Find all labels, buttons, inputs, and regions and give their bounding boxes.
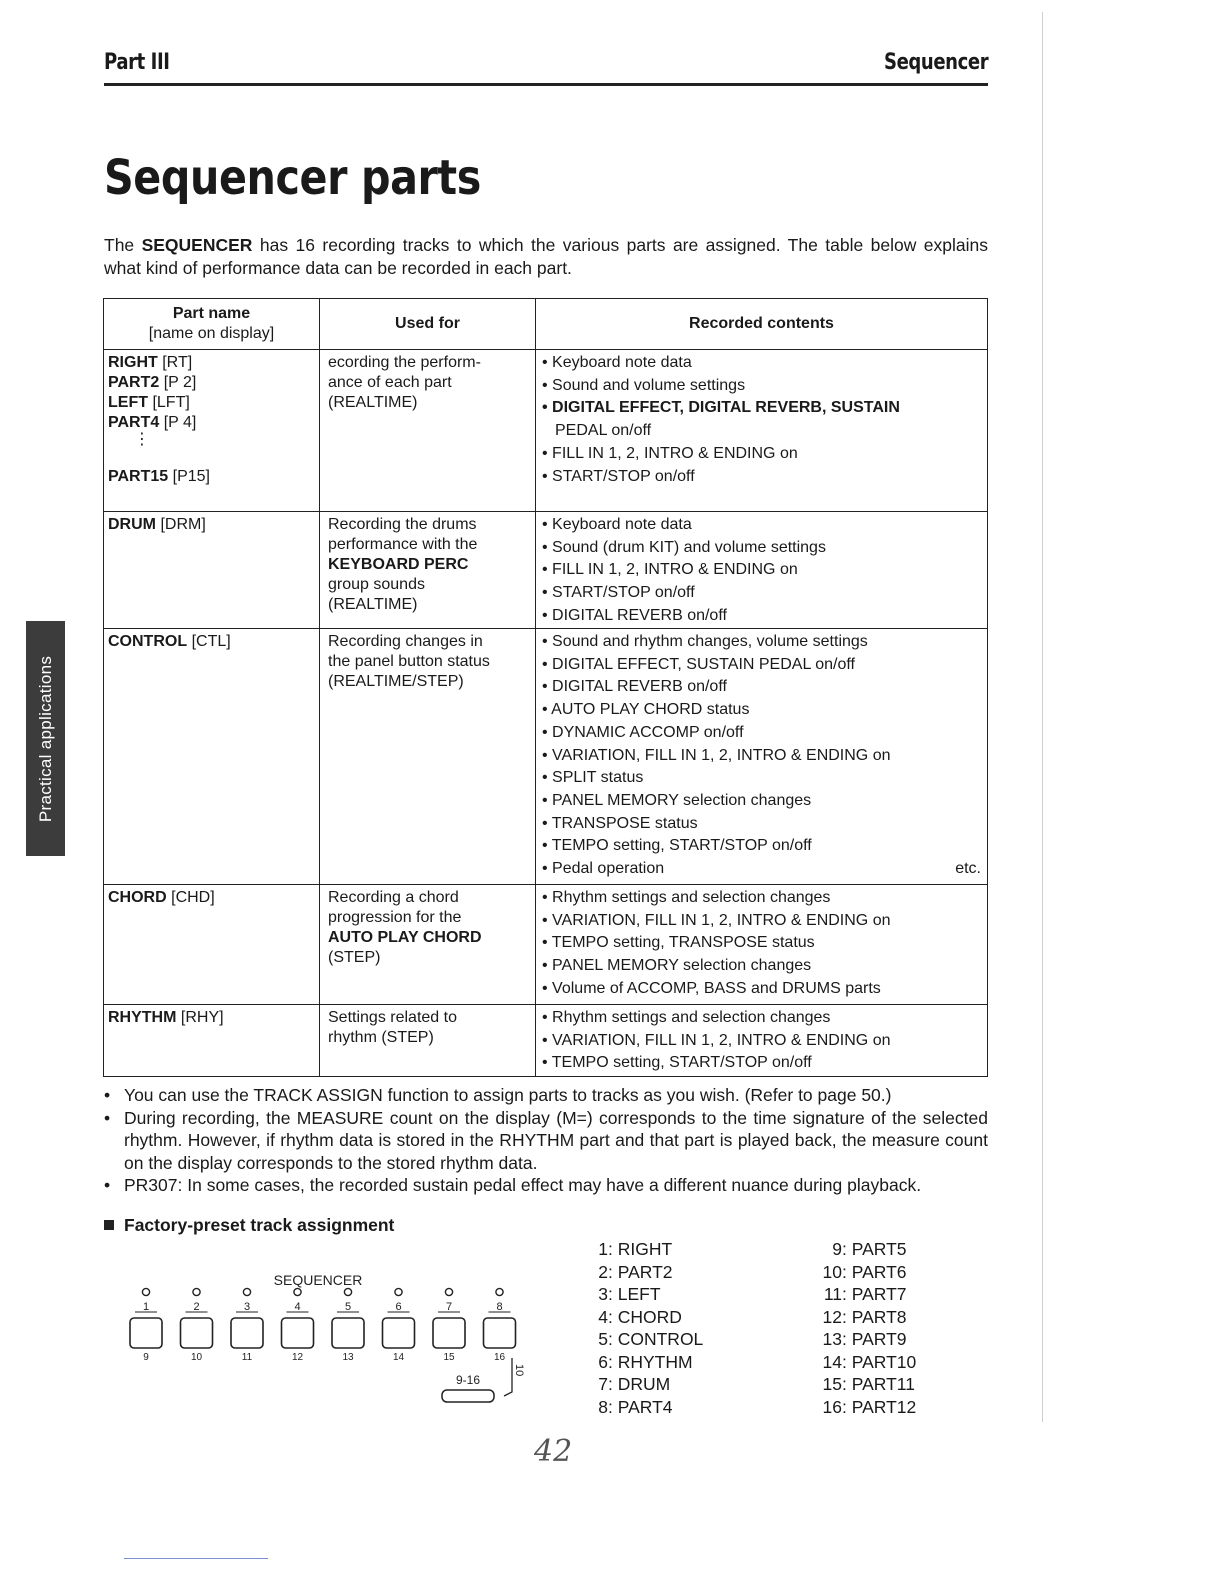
- panel-led-icon: [142, 1288, 149, 1295]
- recorded-item: • DIGITAL REVERB on/off: [542, 605, 981, 628]
- track-number: 6: [598, 1351, 608, 1372]
- track-part: RHYTHM: [617, 1351, 693, 1372]
- recorded-item: • VARIATION, FILL IN 1, 2, INTRO & ENDING on: [542, 1030, 981, 1053]
- panel-led-icon: [294, 1288, 301, 1295]
- track-part: CONTROL: [617, 1329, 704, 1349]
- side-tab-label: Practical applications: [35, 655, 55, 822]
- cell-recorded-contents: [536, 512, 988, 629]
- notes-list: [100, 1084, 988, 1197]
- track-number: 16: [822, 1396, 842, 1417]
- panel-top-number: 2: [193, 1301, 200, 1313]
- recorded-item: • Rhythm settings and selection changes: [542, 887, 981, 910]
- panel-side-label: 10: [513, 1364, 525, 1377]
- header-part: Part III: [104, 50, 170, 75]
- cell-part-names: [104, 350, 320, 512]
- recorded-item: • START/STOP on/off: [542, 582, 981, 605]
- cell-recorded-contents: [536, 629, 988, 885]
- track-assignment: 1: RIGHT: [586, 1238, 703, 1261]
- track-part: PART12: [851, 1396, 917, 1417]
- part-name: LEFT: [108, 394, 148, 411]
- panel-top-number: 4: [294, 1301, 301, 1313]
- note-item: • You can use the TRACK ASSIGN function to assign parts to tracks as you wish. (Refer to page 50.): [100, 1084, 988, 1107]
- track-number: 13: [822, 1329, 842, 1349]
- track-part: LEFT: [617, 1284, 661, 1304]
- recorded-item: • DIGITAL EFFECT, SUSTAIN PEDAL on/off: [542, 654, 981, 677]
- recorded-item: • DYNAMIC ACCOMP on/off: [542, 722, 981, 745]
- track-number: 14: [822, 1351, 842, 1372]
- table-row-realtime-parts: [104, 350, 988, 512]
- part-name: PART15: [108, 468, 169, 485]
- panel-led-icon: [344, 1288, 351, 1295]
- recorded-item: • TEMPO setting, START/STOP on/off: [542, 1052, 981, 1075]
- table-row-chord: [104, 885, 988, 1005]
- table-row-control: [104, 629, 988, 885]
- panel-led-icon: [445, 1288, 452, 1295]
- track-assignment: 6: RHYTHM: [586, 1351, 703, 1374]
- note-item: • PR307: In some cases, the recorded sustain pedal effect may have a different nuance during playback.: [100, 1174, 988, 1197]
- page-title: Sequencer parts: [104, 150, 481, 206]
- panel-bottom-number: 15: [443, 1352, 455, 1363]
- panel-label: SEQUENCER: [273, 1272, 363, 1288]
- track-number: 9: [832, 1239, 842, 1259]
- cell-recorded-contents: [536, 350, 988, 512]
- recorded-item: • FILL IN 1, 2, INTRO & ENDING on: [542, 443, 981, 466]
- track-number: 11: [823, 1284, 842, 1304]
- cell-used-for: [320, 885, 536, 1005]
- panel-range-button: [442, 1390, 494, 1402]
- track-part: PART4: [617, 1396, 673, 1417]
- track-assignment: 11: PART7: [812, 1283, 916, 1306]
- used-for-bold: AUTO PLAY CHORD: [328, 929, 482, 946]
- intro-post: has 16 recording tracks to which the various parts are assigned. The table below explains what kind of performance data can be recorded in each part.: [104, 235, 988, 278]
- recorded-item: • TEMPO setting, START/STOP on/off: [542, 835, 981, 858]
- recorded-item: • VARIATION, FILL IN 1, 2, INTRO & ENDING on: [542, 745, 981, 768]
- panel-top-number: 3: [243, 1301, 251, 1313]
- cell-recorded-contents: [536, 885, 988, 1005]
- recorded-item: • DIGITAL REVERB on/off: [542, 676, 981, 699]
- panel-bottom-number: 16: [493, 1352, 506, 1363]
- recorded-item: • Keyboard note data: [542, 352, 981, 375]
- sequencer-panel-diagram: [112, 1262, 532, 1422]
- recorded-item: • Sound and rhythm changes, volume settings: [542, 631, 981, 654]
- track-part: DRUM: [617, 1374, 671, 1394]
- track-assignment-list-left: [586, 1238, 703, 1418]
- cell-used-for: [320, 512, 536, 629]
- cell-part-names: [104, 1005, 320, 1077]
- header-rule: [104, 83, 988, 86]
- panel-bottom-number: 11: [241, 1352, 253, 1363]
- track-assignment-list-right: [812, 1238, 916, 1418]
- track-number: 2: [598, 1261, 608, 1282]
- used-for-text: (STEP): [328, 949, 381, 966]
- part-entry: [108, 413, 315, 433]
- track-assignment: 16: PART12: [812, 1396, 916, 1419]
- part-name: DRUM: [108, 516, 156, 533]
- part-entry: [108, 373, 315, 393]
- panel-track-button: [433, 1318, 465, 1348]
- footer-rule: [124, 1558, 268, 1559]
- recorded-item: • START/STOP on/off: [542, 466, 981, 489]
- section-side-tab: [26, 621, 65, 856]
- part-entry: [108, 393, 315, 413]
- track-part: PART10: [851, 1351, 917, 1372]
- track-part: PART6: [851, 1261, 907, 1282]
- used-for-text: Settings related to rhythm (STEP): [328, 1009, 457, 1046]
- track-assignment: 7: DRUM: [586, 1373, 703, 1396]
- part-display-name: [RT]: [162, 354, 193, 371]
- track-assignment: 14: PART10: [812, 1351, 916, 1374]
- sequencer-parts-table: [103, 298, 988, 1077]
- track-assignment: 12: PART8: [812, 1306, 916, 1329]
- track-number: 5: [598, 1329, 608, 1349]
- etc-label: etc.: [955, 860, 981, 878]
- part-display-name: [P15]: [172, 468, 210, 485]
- panel-led-icon: [243, 1288, 250, 1295]
- vertical-ellipsis: ⋮: [134, 431, 150, 448]
- panel-track-button: [282, 1318, 314, 1348]
- part-name: RIGHT: [108, 354, 158, 371]
- track-assignment: 5: CONTROL: [586, 1328, 703, 1351]
- panel-bottom-number: 9: [143, 1352, 149, 1363]
- cell-part-names: [104, 885, 320, 1005]
- track-number: 7: [598, 1374, 608, 1394]
- track-assignment: 8: PART4: [586, 1396, 703, 1419]
- panel-bottom-number: 10: [190, 1352, 203, 1363]
- page-number: 42: [534, 1434, 573, 1469]
- track-part: PART11: [851, 1374, 915, 1394]
- track-assignment: 9: PART5: [812, 1238, 916, 1261]
- panel-bottom-number: 12: [291, 1352, 304, 1363]
- used-for-text: group sounds (REALTIME): [328, 576, 425, 613]
- panel-led-icon: [395, 1288, 402, 1295]
- recorded-item: • Keyboard note data: [542, 514, 981, 537]
- panel-track-button: [332, 1318, 364, 1348]
- panel-track-button: [181, 1318, 213, 1348]
- part-display-name: [P 2]: [163, 374, 197, 391]
- panel-bottom-number: 14: [392, 1352, 405, 1363]
- cell-used-for: [320, 1005, 536, 1077]
- panel-led-icon: [496, 1288, 503, 1295]
- panel-led-icon: [193, 1288, 200, 1295]
- used-for-text: ecording the perform- ance of each part (REALTIME): [328, 354, 481, 411]
- table-row-rhythm: [104, 1005, 988, 1077]
- header-used-for: Used for: [320, 299, 536, 350]
- header-part-name-label: Part name: [172, 305, 251, 322]
- track-number: 8: [598, 1396, 608, 1417]
- table-header-row: [104, 299, 988, 350]
- used-for-bold: KEYBOARD PERC: [328, 556, 469, 573]
- part-display-name: [P 4]: [163, 414, 197, 431]
- part-name: CHORD: [108, 889, 167, 906]
- panel-top-number: 8: [496, 1301, 503, 1313]
- part-display-name: [CHD]: [171, 889, 215, 906]
- header-part-name-sub: [name on display]: [148, 325, 275, 342]
- part-display-name: [RHY]: [180, 1009, 224, 1026]
- track-number: 1: [598, 1239, 608, 1259]
- track-part: PART7: [851, 1284, 907, 1304]
- track-number: 12: [822, 1306, 842, 1327]
- recorded-item: • Rhythm settings and selection changes: [542, 1007, 981, 1030]
- panel-track-button: [484, 1318, 516, 1348]
- track-part: PART2: [617, 1261, 673, 1282]
- used-for-text: Recording a chord progression for the: [328, 889, 462, 926]
- panel-bracket: [504, 1358, 512, 1396]
- factory-preset-title: Factory-preset track assignment: [124, 1215, 395, 1235]
- part-entry: [108, 467, 315, 487]
- part-display-name: [DRM]: [160, 516, 206, 533]
- cell-used-for: [320, 350, 536, 512]
- note-item: • During recording, the MEASURE count on the display (M=) corresponds to the time signature of the selected rhythm. However, if rhythm data is stored in the RHYTHM part and that part is played back, the measure count on the display corresponds to the stored rhythm data.: [100, 1107, 988, 1175]
- scan-edge-line: [1042, 12, 1043, 1422]
- factory-preset-heading: [104, 1215, 394, 1236]
- track-number: 15: [822, 1374, 842, 1394]
- track-number: 4: [598, 1306, 608, 1327]
- cell-recorded-contents: [536, 1005, 988, 1077]
- part-display-name: [CTL]: [191, 633, 231, 650]
- track-assignment: 15: PART11: [812, 1373, 916, 1396]
- square-bullet-icon: [104, 1220, 114, 1230]
- track-part: CHORD: [617, 1306, 682, 1327]
- recorded-item: • PANEL MEMORY selection changes: [542, 955, 981, 978]
- part-entry: [108, 353, 315, 373]
- panel-top-number: 6: [395, 1301, 402, 1313]
- header-part-name: [104, 299, 320, 350]
- track-assignment: 4: CHORD: [586, 1306, 703, 1329]
- cell-used-for: [320, 629, 536, 885]
- recorded-item: • SPLIT status: [542, 767, 981, 790]
- recorded-item: • Sound and volume settings: [542, 375, 981, 398]
- panel-track-button: [130, 1318, 162, 1348]
- panel-bottom-number: 13: [342, 1352, 354, 1363]
- recorded-item-continuation: PEDAL on/off: [555, 422, 652, 440]
- track-part: PART9: [851, 1329, 907, 1349]
- part-name: RHYTHM: [108, 1009, 177, 1026]
- recorded-item: • PANEL MEMORY selection changes: [542, 790, 981, 813]
- track-assignment: 2: PART2: [586, 1261, 703, 1284]
- panel-track-button: [231, 1318, 263, 1348]
- panel-range-label: 9-16: [455, 1373, 481, 1387]
- panel-top-number: 7: [445, 1301, 453, 1313]
- used-for-text: Recording the drums performance with the: [328, 516, 478, 553]
- track-assignment: 13: PART9: [812, 1328, 916, 1351]
- panel-track-button: [383, 1318, 415, 1348]
- cell-part-names: [104, 512, 320, 629]
- recorded-item: • Sound (drum KIT) and volume settings: [542, 537, 981, 560]
- part-name: PART4: [108, 414, 160, 431]
- panel-top-number: 5: [344, 1301, 352, 1313]
- part-name: CONTROL: [108, 633, 188, 650]
- cell-part-names: [104, 629, 320, 885]
- panel-top-number: 1: [142, 1301, 150, 1313]
- recorded-item: • FILL IN 1, 2, INTRO & ENDING on: [542, 559, 981, 582]
- recorded-item: • TRANSPOSE status: [542, 813, 981, 836]
- track-assignment: 3: LEFT: [586, 1283, 703, 1306]
- track-part: PART5: [851, 1239, 907, 1259]
- track-number: 3: [598, 1284, 608, 1304]
- track-number: 10: [822, 1261, 842, 1282]
- track-assignment: 10: PART6: [812, 1261, 916, 1284]
- track-part: PART8: [851, 1306, 907, 1327]
- recorded-item: • VARIATION, FILL IN 1, 2, INTRO & ENDING on: [542, 910, 981, 933]
- recorded-item: • DIGITAL EFFECT, DIGITAL REVERB, SUSTAIN: [542, 397, 981, 420]
- header-recorded-contents: Recorded contents: [536, 299, 988, 350]
- intro-pre: The: [104, 235, 142, 255]
- recorded-item: • Volume of ACCOMP, BASS and DRUMS parts: [542, 978, 981, 1001]
- recorded-item: • AUTO PLAY CHORD status: [542, 699, 981, 722]
- part-name: PART2: [108, 374, 160, 391]
- used-for-text: Recording changes in the panel button status (REALTIME/STEP): [328, 633, 490, 690]
- recorded-item-text: Pedal operation: [552, 860, 665, 878]
- part-display-name: [LFT]: [152, 394, 190, 411]
- intro-paragraph: [104, 234, 988, 280]
- track-part: RIGHT: [617, 1239, 673, 1259]
- recorded-item-last: [542, 858, 981, 881]
- recorded-item: • TEMPO setting, TRANSPOSE status: [542, 932, 981, 955]
- intro-bold: SEQUENCER: [141, 235, 253, 255]
- header-section: Sequencer: [884, 50, 989, 75]
- table-row-drum: [104, 512, 988, 629]
